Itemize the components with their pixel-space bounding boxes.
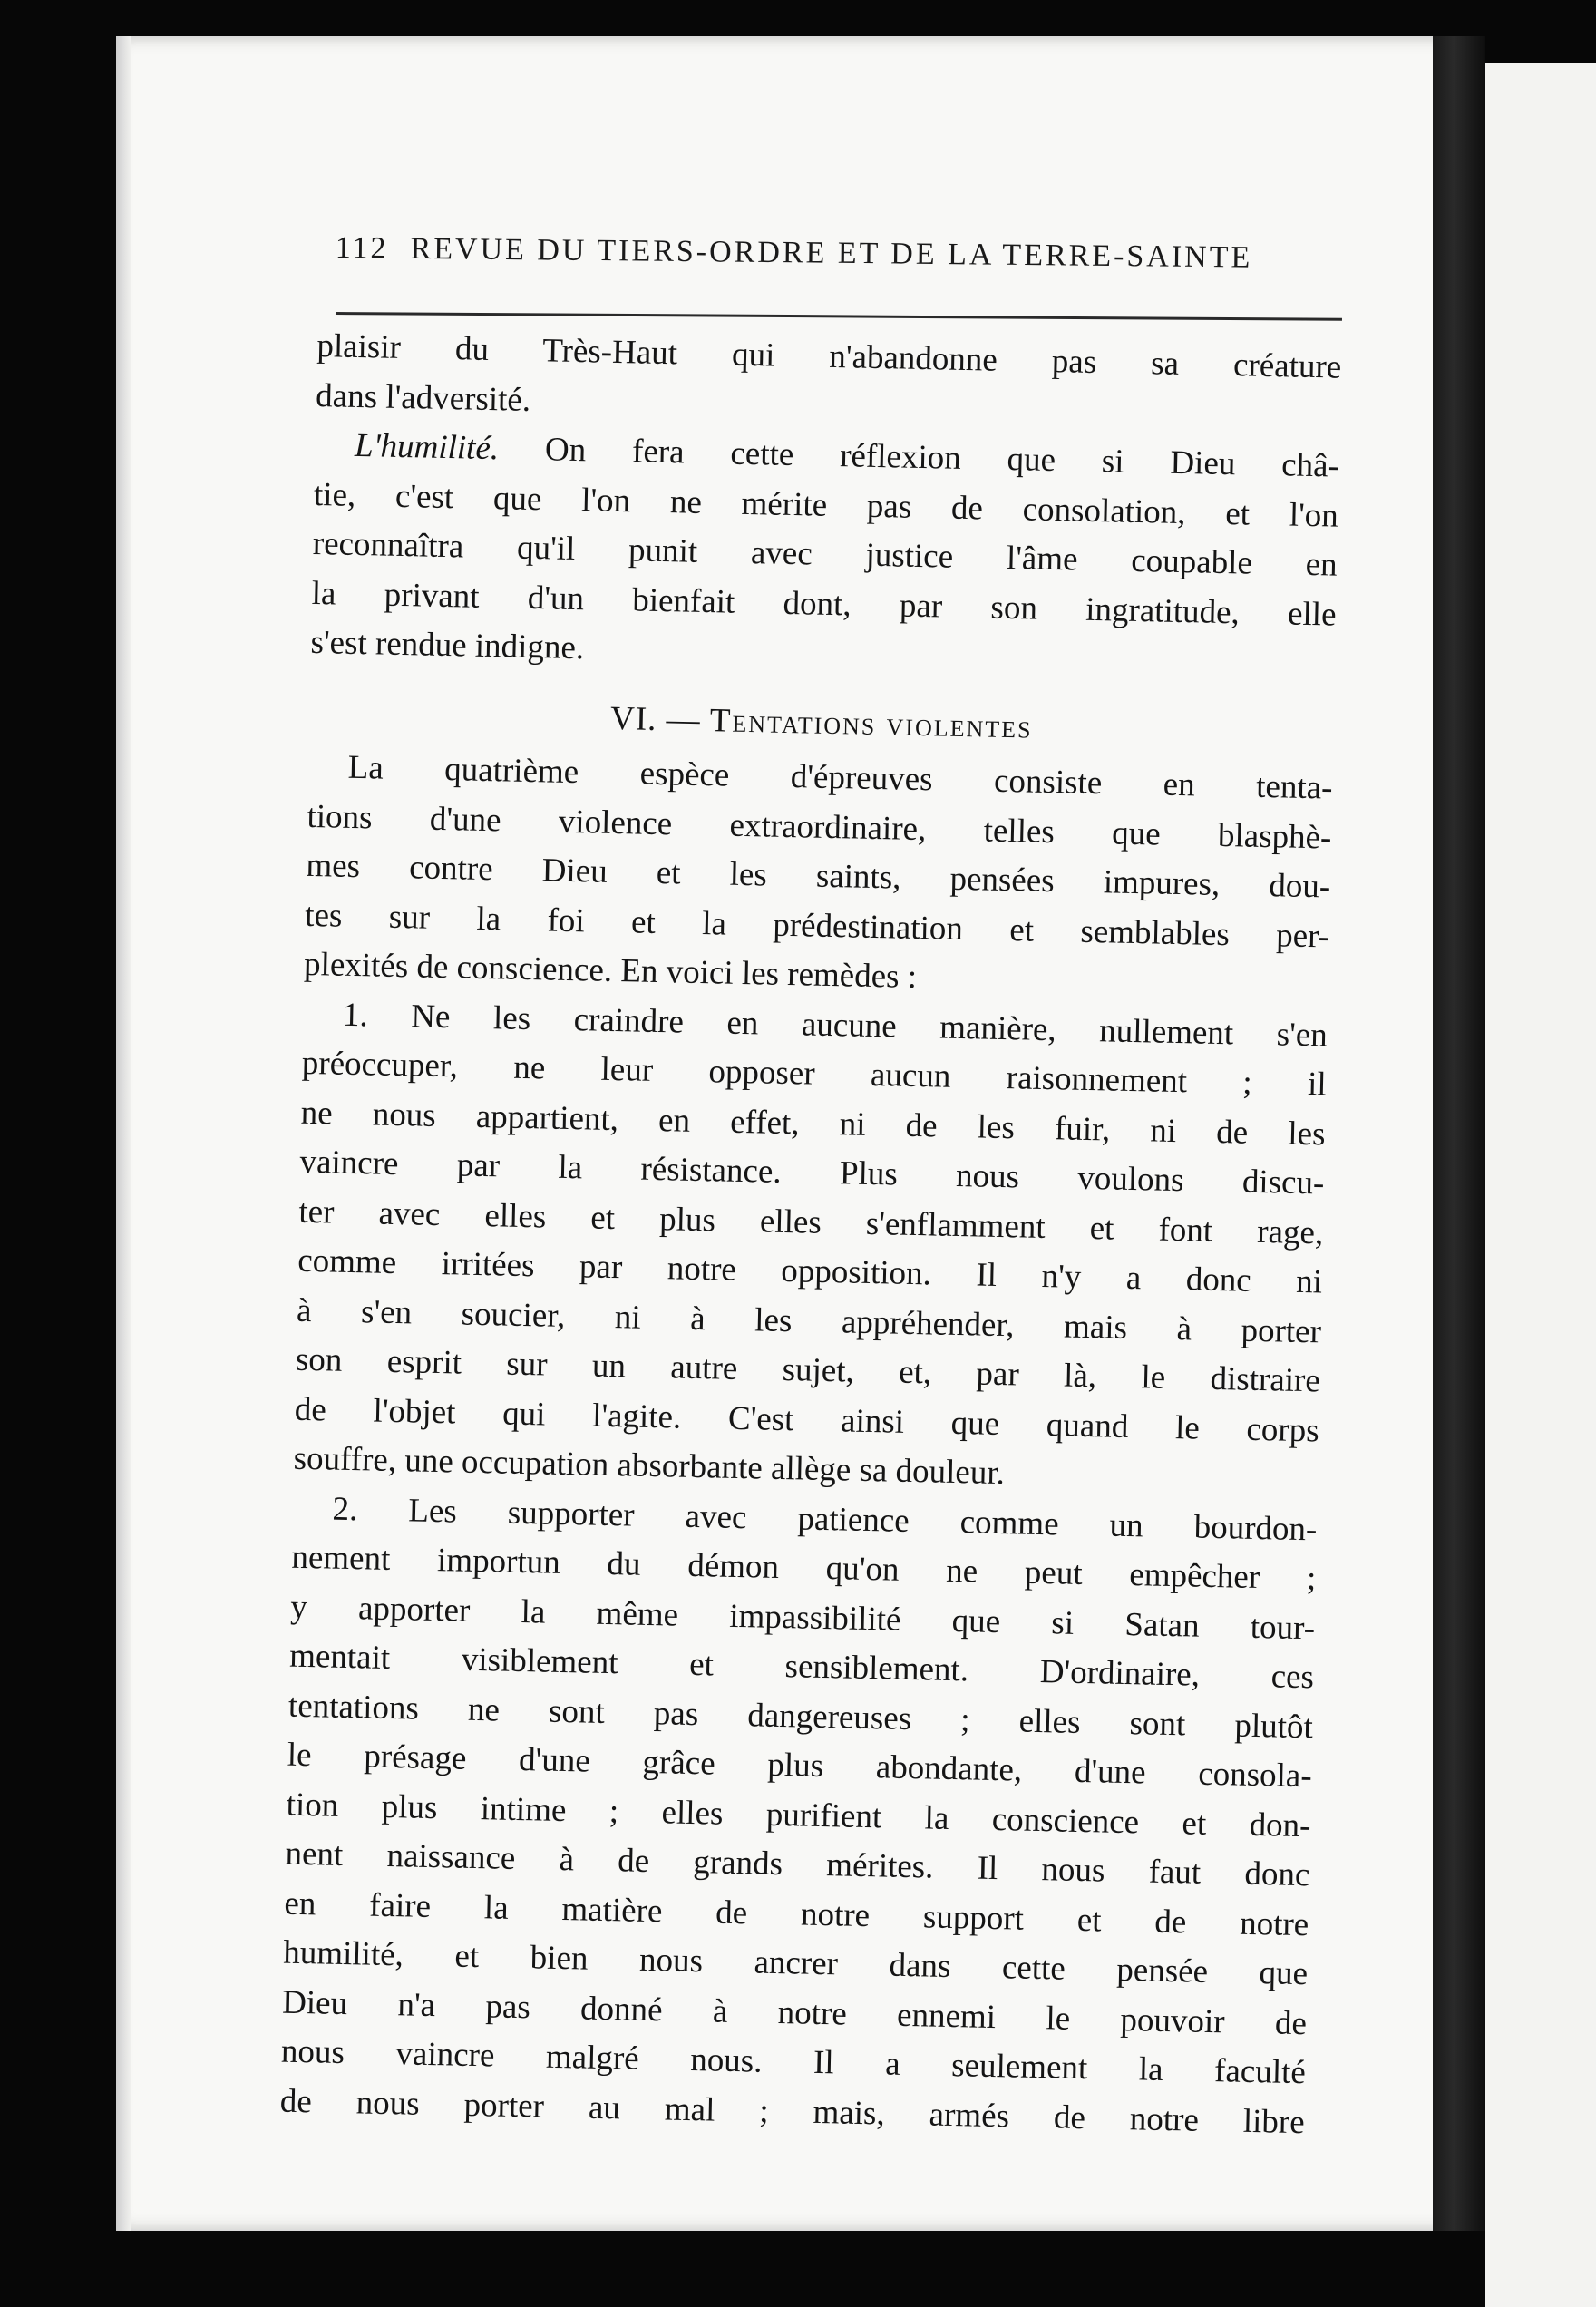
text-line: à s'en soucier, ni à les appréhender, mais à porter — [296, 1291, 1322, 1350]
text-line: souffre, une occupation absorbante allège sa douleur. — [293, 1439, 1006, 1493]
italic-lead: L'humilité. — [354, 426, 500, 468]
text-line: tentations ne sont pas dangereuses ; elles sont plutôt — [287, 1687, 1314, 1746]
text-line: tions d'une violence extraordinaire, telles que blasphè- — [307, 797, 1332, 857]
text-line: mes contre Dieu et les saints, pensées impures, dou- — [306, 846, 1331, 906]
body-text — [279, 322, 1341, 2147]
text-line: mentait visiblement et sensiblement. D'ordinaire, ces — [288, 1637, 1315, 1697]
text-line: s'est rendue indigne. — [310, 623, 585, 667]
text-line: de l'objet qui l'agite. C'est ainsi que quand le corps — [294, 1390, 1320, 1449]
paragraph-humilite — [310, 421, 1339, 689]
text-line: nement importun du démon qu'on ne peut empêcher ; — [291, 1538, 1317, 1598]
text-line: vaincre par la résistance. Plus nous voulons discu- — [299, 1143, 1325, 1202]
text-line: ter avec elles et plus elles s'enflamment et font rage, — [298, 1192, 1324, 1251]
text-line: plexités de conscience. En voici les remèdes : — [303, 945, 918, 996]
text-line: La quatrième espèce d'épreuves consiste en tenta- — [347, 748, 1333, 807]
text-line: Dieu n'a pas donné à notre ennemi le pouvoir de — [281, 1983, 1308, 2042]
text-line: comme irritées par notre opposition. Il n'y a donc ni — [297, 1241, 1323, 1301]
text-line: préoccuper, ne leur opposer aucun raisonnement ; il — [301, 1044, 1328, 1104]
text-line: humilité, et bien nous ancrer dans cette pensée que — [282, 1933, 1309, 1993]
text-line: nous vaincre malgré nous. Il a seulement la faculté — [280, 2032, 1307, 2092]
section-title: Tentations violentes — [709, 701, 1034, 746]
text-line: tes sur la foi et la prédestination et semblables per- — [304, 896, 1330, 956]
text-line: y apporter la même impassibilité que si Satan tour- — [289, 1588, 1316, 1647]
running-head-title: REVUE DU TIERS-ORDRE ET DE LA TERRE-SAINTE — [410, 231, 1253, 275]
section-number: VI. — — [609, 699, 702, 739]
page-number: 112 — [335, 231, 389, 266]
text-line: reconnaîtra qu'il punit avec justice l'âme coupable en — [312, 524, 1338, 584]
page-edge — [116, 36, 131, 2231]
book-gutter — [1433, 36, 1485, 2231]
text-line: de nous porter au mal ; mais, armés de notre libre — [279, 2082, 1306, 2141]
text-line: tie, c'est que l'on ne mérite pas de consolation, et l'on — [313, 475, 1339, 535]
text-line: tion plus intime ; elles purifient la conscience et don- — [286, 1786, 1311, 1845]
paragraph-intro — [304, 743, 1333, 1011]
text-line: la privant d'un bienfait dont, par son ingratitude, elle — [311, 574, 1337, 634]
paragraph-remedy-1 — [293, 989, 1328, 1505]
text-line: 1. Ne les craindre en aucune manière, nullement s'en — [342, 996, 1328, 1054]
text-line: dans l'adversité. — [315, 376, 531, 419]
facing-page-edge — [1485, 63, 1596, 2307]
text-line: son esprit sur un autre sujet, et, par là, le distraire — [295, 1340, 1321, 1400]
text-line: 2. Les supporter avec patience comme un bourdon- — [332, 1490, 1318, 1548]
paragraph-remedy-2 — [279, 1484, 1318, 2147]
text-line: plaisir du Très-Haut qui n'abandonne pas sa créature — [316, 326, 1342, 386]
text-line: le présage d'une grâce plus abondante, d'une consola- — [287, 1736, 1313, 1796]
text-line: ne nous appartient, en effet, ni de les fuir, ni de les — [300, 1094, 1326, 1153]
text-line: nent naissance à de grands mérites. Il nous faut donc — [285, 1835, 1310, 1894]
text-line: en faire la matière de notre support et de notre — [284, 1884, 1309, 1943]
text-line-rest: On fera cette réflexion que si Dieu châ- — [498, 430, 1340, 485]
